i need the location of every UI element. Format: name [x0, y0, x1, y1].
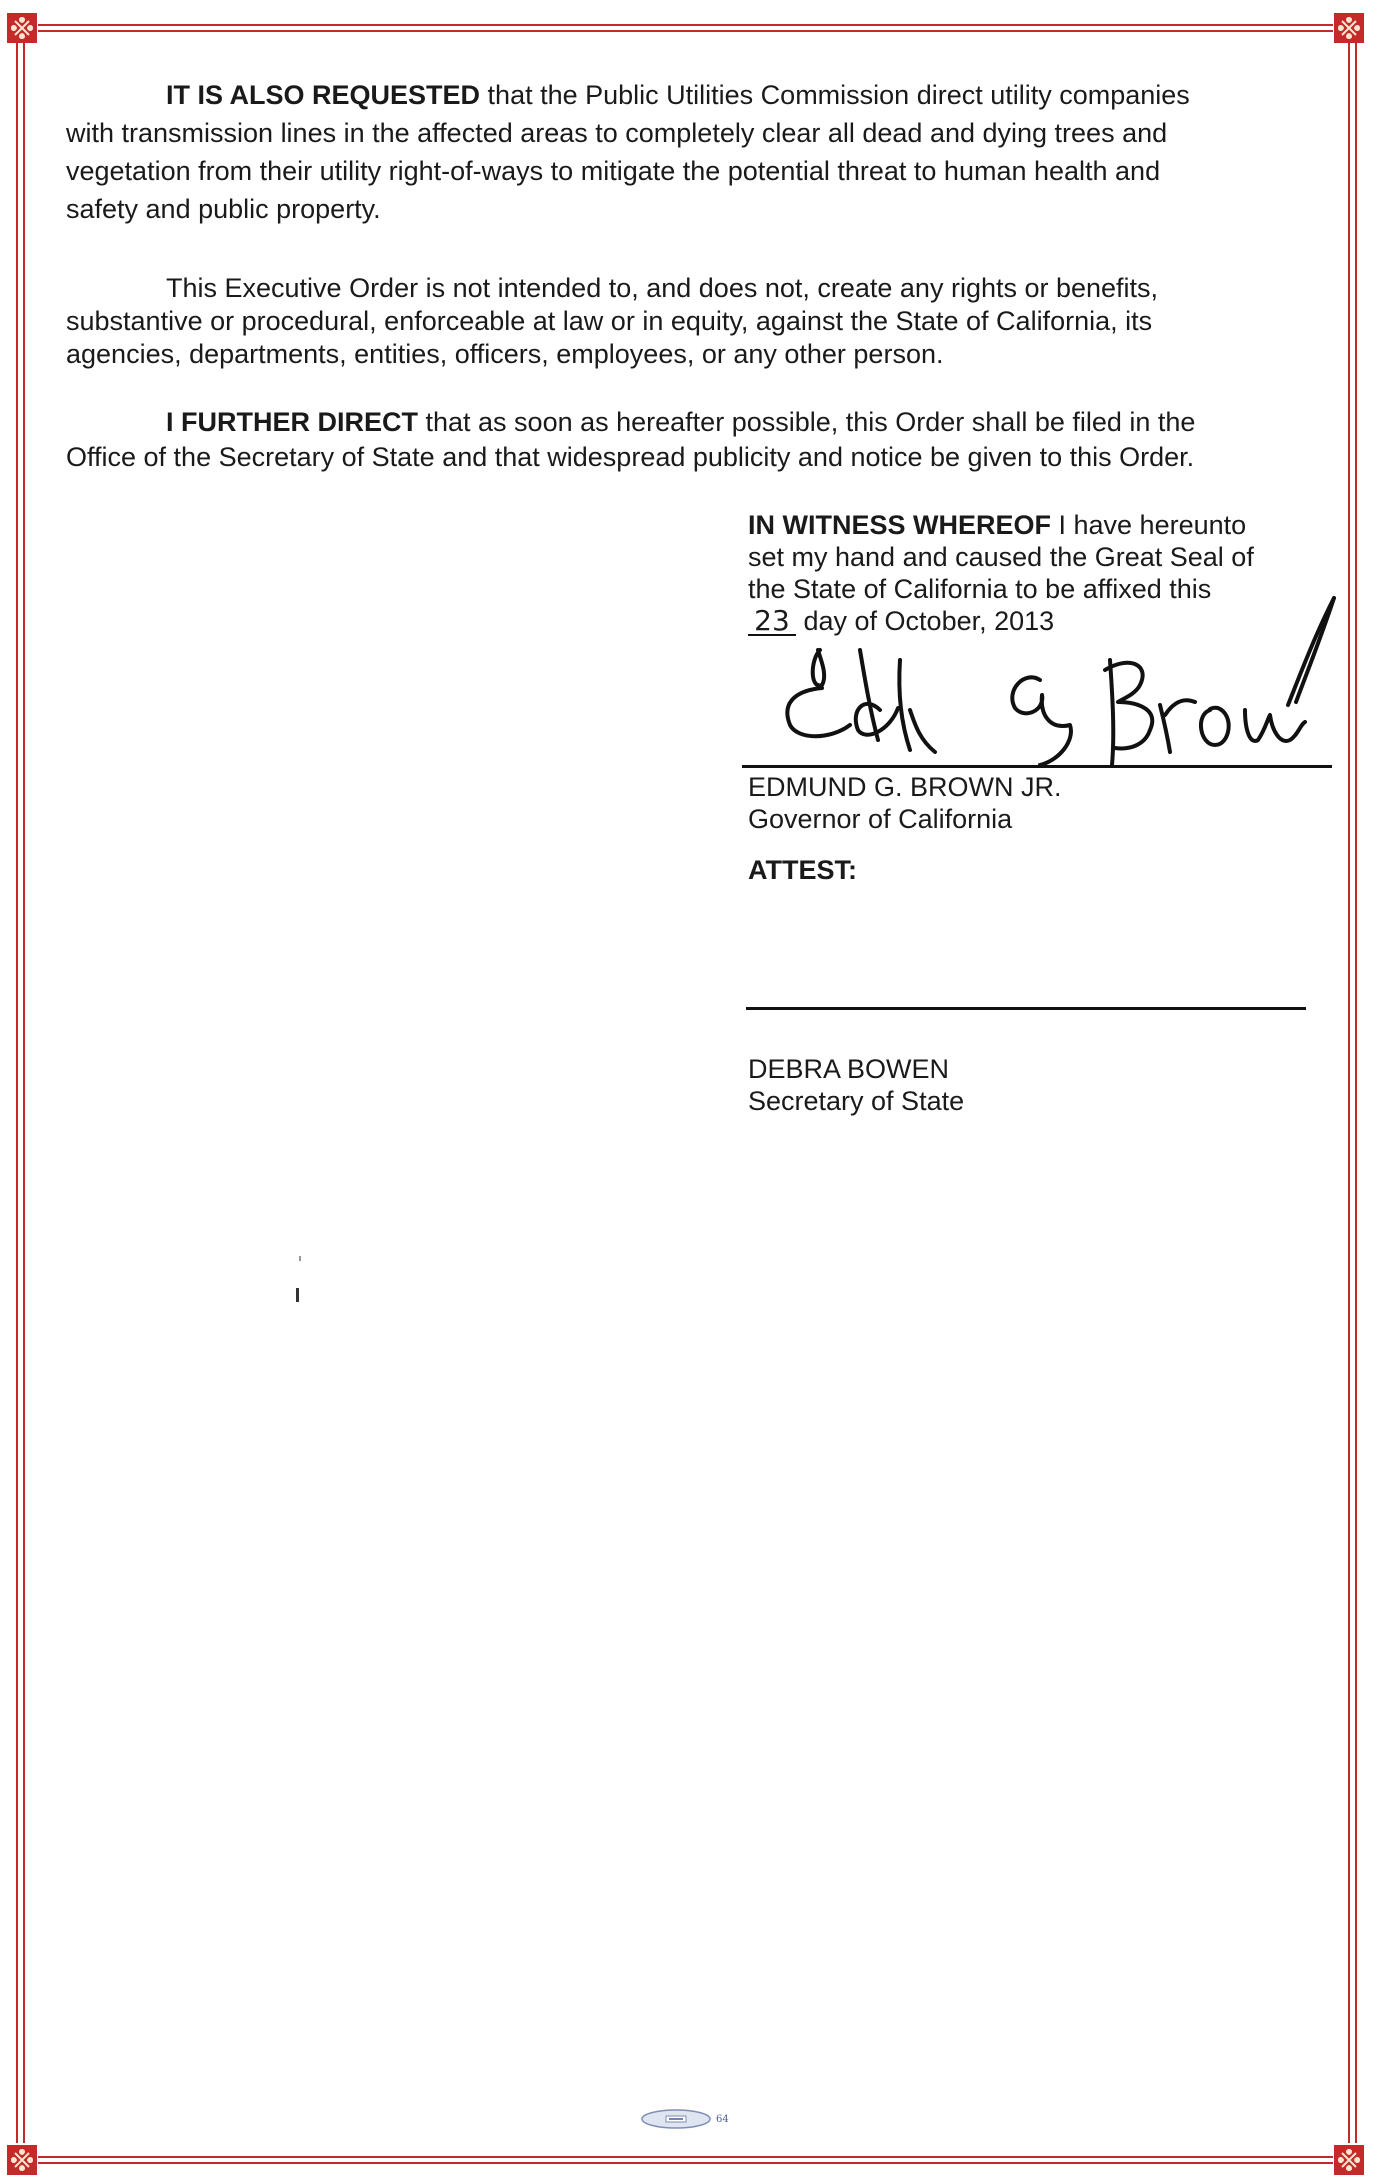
witness-line: the State of California to be affixed this: [748, 574, 1212, 604]
handwritten-day: 23: [748, 608, 796, 636]
corner-ornament-icon: [1334, 2145, 1364, 2175]
paragraph-line: This Executive Order is not intended to, and does not, create any rights or benefits,: [166, 273, 1159, 303]
corner-ornament-icon: [7, 13, 37, 43]
paragraph-line: Office of the Secretary of State and that widespread publicity and notice be given to this Order.: [66, 442, 1195, 472]
border-right-outer: [1348, 43, 1350, 2143]
border-top-inner: [38, 30, 1333, 32]
paragraph-line: safety and public property.: [66, 194, 381, 224]
border-left-inner: [23, 43, 25, 2143]
paragraph-line: with transmission lines in the affected areas to completely clear all dead and dying trees and: [66, 118, 1168, 148]
witness-line: set my hand and caused the Great Seal of: [748, 542, 1254, 572]
paragraph-line: IT IS ALSO REQUESTED that the Public Utilities Commission direct utility companies: [166, 80, 1190, 110]
governor-signature-line: [742, 765, 1332, 768]
paragraph-line: I FURTHER DIRECT that as soon as hereafter possible, this Order shall be filed in the: [166, 407, 1196, 437]
border-left-outer: [16, 43, 18, 2143]
border-bottom-outer: [38, 2156, 1333, 2158]
witness-line: 23 day of October, 2013: [748, 606, 1054, 637]
witness-lead: IN WITNESS WHEREOF: [748, 510, 1051, 540]
border-bottom-inner: [38, 2162, 1333, 2164]
paragraph-lead: I FURTHER DIRECT: [166, 407, 418, 437]
scan-mark: [299, 1256, 301, 1261]
paragraph-line: vegetation from their utility right-of-ways to mitigate the potential threat to human health and: [66, 156, 1161, 186]
attest-label: ATTEST:: [748, 855, 857, 885]
paragraph-lead: IT IS ALSO REQUESTED: [166, 80, 481, 110]
witness-line: IN WITNESS WHEREOF I have hereunto: [748, 510, 1247, 540]
paragraph-line: agencies, departments, entities, officers, employees, or any other person.: [66, 339, 944, 369]
union-bug-number: 64: [716, 2113, 729, 2125]
union-bug-icon: [640, 2108, 712, 2130]
border-right-inner: [1355, 43, 1357, 2143]
corner-ornament-icon: [1334, 13, 1364, 43]
governor-signature: [740, 590, 1350, 780]
border-top-outer: [38, 24, 1333, 26]
corner-ornament-icon: [7, 2145, 37, 2175]
governor-name: EDMUND G. BROWN JR.: [748, 772, 1062, 802]
governor-title: Governor of California: [748, 804, 1013, 834]
paragraph-line: substantive or procedural, enforceable at law or in equity, against the State of California, its: [66, 306, 1153, 336]
attest-signature-line: [746, 1007, 1306, 1010]
scan-mark: [296, 1288, 299, 1302]
union-bug: [640, 2108, 729, 2130]
attest-title: Secretary of State: [748, 1086, 965, 1116]
attest-name: DEBRA BOWEN: [748, 1054, 950, 1084]
